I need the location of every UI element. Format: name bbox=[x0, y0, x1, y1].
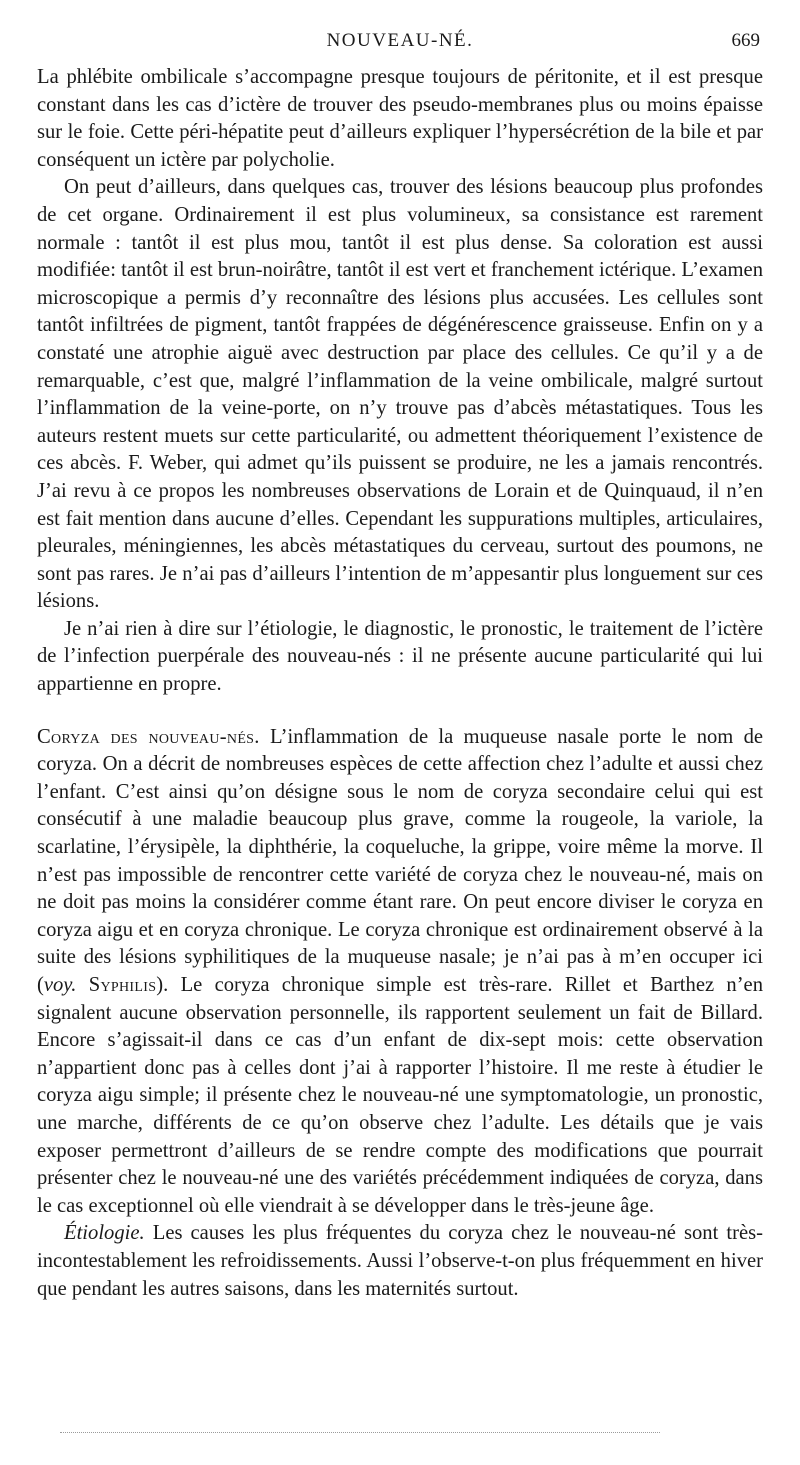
etiologie-text: Les causes les plus fréquentes du coryza chez le nouveau-né sont très-incontestablement les refroidissements. Aussi l’observe-t-on plus fréquemment en hiver que pendant les autres saisons, dans les maternités surtout. bbox=[37, 1222, 763, 1300]
section-coryza bbox=[37, 724, 763, 1221]
page-header bbox=[0, 30, 800, 56]
paragraph-lesions-foie: On peut d’ailleurs, dans quelques cas, trouver des lésions beaucoup plus profondes de cet organe. Ordinairement il est plus volumineux, sa consistance est rarement normale : tantôt il est plus mou, tantôt il est plus dense. Sa coloration est aussi modifiée: tantôt il est brun-noirâtre, tantôt il est vert et franchement ictérique. L’examen microscopique a permis d’y reconnaître des lésions plus accusées. Les cellules sont tantôt infiltrées de pigment, tantôt frappées de dégénérescence graisseuse. Enfin on y a constaté une atrophie aiguë avec destruction par place des cellules. Ce qu’il y a de remarquable, c’est que, malgré l’inflammation de la veine ombilicale, malgré surtout l’inflammation de la veine-porte, on n’y trouve pas d’abcès métastatiques. Tous les auteurs restent muets sur cette particularité, ou admettent théoriquement l’existence de ces abcès. F. Weber, qui admet qu’ils puissent se produire, ne les a jamais rencontrés. J’ai revu à ce propos les nombreuses observations de Lorain et de Quinquaud, il n’en est fait mention dans aucune d’elles. Cependant les suppurations multiples, articulaires, pleurales, méningiennes, les abcès métastatiques du cerveau, surtout des poumons, ne sont pas rares. Je n’ai pas d’ailleurs l’intention de m’appesantir plus longuement sur ces lésions. bbox=[37, 176, 763, 613]
section-heading: Coryza des nouveau-nés. bbox=[37, 725, 260, 748]
etiologie-label: Étiologie. bbox=[64, 1222, 145, 1245]
body-text bbox=[37, 64, 763, 1303]
section-text-part1: L’inflammation de la muqueuse nasale porte le nom de coryza. On a décrit de nombreuses espèces de cette affection chez l’adulte et aussi chez l’enfant. C’est ainsi qu’on désigne sous le nom de coryza secondaire celui qui est consécutif à une maladie beaucoup plus grave, comme la rougeole, la variole, la scarlatine, l’érysipèle, la diphthérie, la coqueluche, la grippe, voire même la morve. Il n’est pas impossible de rencontrer cette variété de coryza chez le nouveau-né, mais on ne doit pas moins la considérer comme étant rare. On peut encore diviser le coryza en coryza aigu et en coryza chronique. Le coryza chronique est ordinairement observé à la suite des lésions syphilitiques de la muqueuse nasale; je n’ai pas à m’en occuper ici ( bbox=[37, 725, 764, 996]
page-number: 669 bbox=[731, 30, 760, 51]
running-title: NOUVEAU-NÉ. bbox=[326, 30, 474, 51]
cross-reference-syphilis: Syphilis bbox=[88, 974, 157, 996]
paragraph-etiologie-ictere: Je n’ai rien à dire sur l’étiologie, le diagnostic, le pronostic, le traitement de l’ictère de l’infection puerpérale des nouveau-nés : il ne présente aucune particularité qui lui appartienne en propre. bbox=[37, 617, 763, 696]
footer-faded-line bbox=[60, 1432, 660, 1434]
paragraph-etiologie bbox=[37, 1220, 763, 1303]
paragraph-phlebite: La phlébite ombilicale s’accompagne presque toujours de péritonite, et il est presque constant dans les cas d’ictère de trouver des pseudo-membranes plus ou moins épaisse sur le foie. Cette péri-hépatite peut d’ailleurs expliquer l’hypersécrétion de la bile et par conséquent un ictère par polycholie. bbox=[37, 66, 763, 171]
cross-reference-voy: voy. bbox=[43, 974, 77, 996]
section-text-part2: ). Le coryza chronique simple est très-rare. Rillet et Barthez n’en signalent aucune observation personnelle, ils rapportent seulement un fait de Billard. Encore s’agissait-il dans ce cas d’un enfant de dix-sept mois: cette observation n’appartient donc pas à celles dont j’ai à rapporter l’histoire. Il me reste à étudier le coryza aigu simple; il présente chez le nouveau-né une symptomatologie, un pronostic, une marche, différents de ce qu’on observe chez l’adulte. Les détails que je vais exposer permettront d’ailleurs de se rendre compte des modifications que pourrait présenter chez le nouveau-né une des variétés précédemment indiquées de coryza, dans le cas exceptionnel où elle viendrait à se développer dans le très-jeune âge. bbox=[37, 974, 763, 1217]
